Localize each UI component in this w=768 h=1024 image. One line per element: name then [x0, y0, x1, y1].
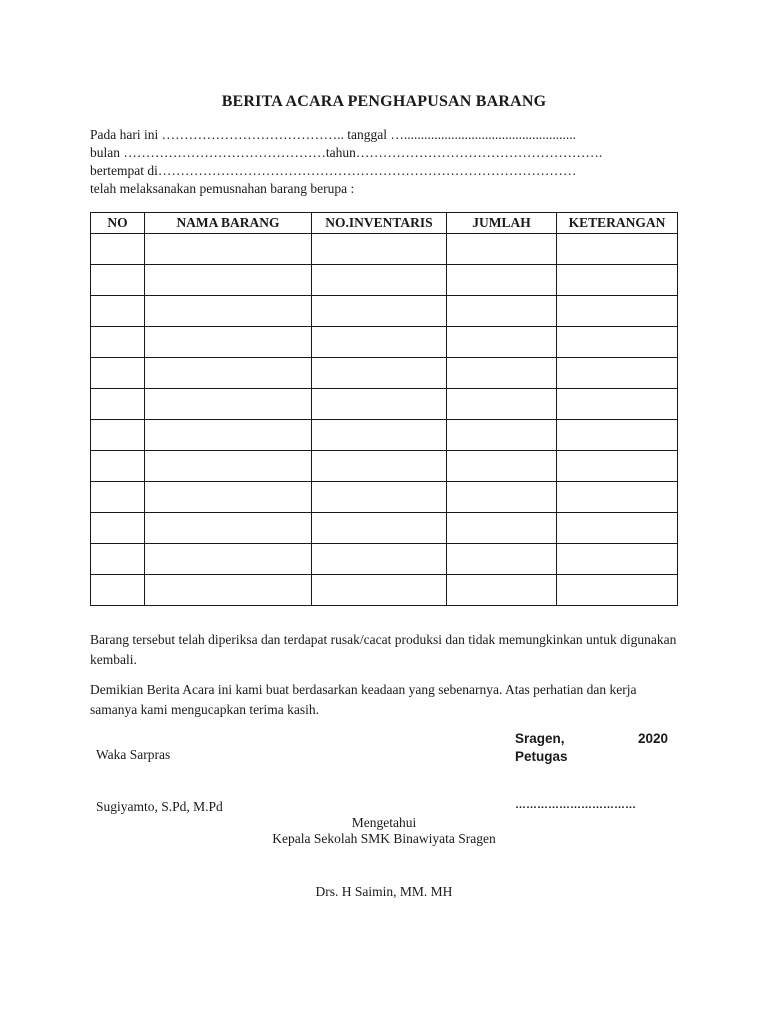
- table-cell: [557, 451, 678, 482]
- table-cell: [447, 544, 557, 575]
- table-cell: [312, 358, 447, 389]
- table-cell: [91, 265, 145, 296]
- table-cell: [557, 327, 678, 358]
- table-cell: [91, 358, 145, 389]
- table-cell: [91, 482, 145, 513]
- table-cell: [447, 234, 557, 265]
- principal-role: Kepala Sekolah SMK Binawiyata Sragen: [272, 831, 496, 846]
- paragraph-condition: Barang tersebut telah diperiksa dan terdapat rusak/cacat produksi dan tidak memungkinkan untuk digunakan kembali.: [90, 632, 677, 667]
- signature-right-role: Petugas: [515, 749, 568, 764]
- table-cell: [145, 420, 312, 451]
- table-cell: [91, 544, 145, 575]
- table-cell: [312, 265, 447, 296]
- table-cell: [145, 296, 312, 327]
- table-row: [91, 296, 678, 327]
- signature-left-name: Sugiyamto, S.Pd, M.Pd: [96, 799, 223, 814]
- table-cell: [447, 420, 557, 451]
- principal-name: Drs. H Saimin, MM. MH: [315, 884, 453, 899]
- table-row: [91, 234, 678, 265]
- table-cell: [91, 296, 145, 327]
- table-cell: [145, 234, 312, 265]
- acknowledge-label: Mengetahui: [351, 815, 417, 830]
- table-cell: [312, 234, 447, 265]
- table-cell: [91, 451, 145, 482]
- signature-year: 2020: [638, 731, 669, 746]
- table-cell: [312, 327, 447, 358]
- header-nama-barang: NAMA BARANG: [145, 213, 312, 234]
- table-cell: [447, 389, 557, 420]
- table-cell: [447, 327, 557, 358]
- table-cell: [447, 482, 557, 513]
- table-cell: [312, 575, 447, 606]
- paragraph-closing: Demikian Berita Acara ini kami buat berdasarkan keadaan yang sebenarnya. Atas perhatian dan kerja samanya kami mengucapkan terima kasih.: [90, 682, 637, 717]
- table-row: [91, 389, 678, 420]
- table-cell: [145, 389, 312, 420]
- table-row: [91, 420, 678, 451]
- table-cell: [145, 544, 312, 575]
- table-cell: [91, 389, 145, 420]
- signature-place: Sragen,: [515, 731, 565, 746]
- table-row: [91, 544, 678, 575]
- document-title: BERITA ACARA PENGHAPUSAN BARANG: [221, 93, 547, 110]
- intro-line-statement: telah melaksanakan pemusnahan barang berupa :: [90, 181, 355, 196]
- table-cell: [91, 575, 145, 606]
- table-cell: [91, 327, 145, 358]
- table-cell: [145, 327, 312, 358]
- intro-block: [90, 126, 602, 198]
- table-header-row: [91, 213, 678, 234]
- table-cell: [312, 513, 447, 544]
- table-cell: [447, 451, 557, 482]
- table-cell: [557, 296, 678, 327]
- table-cell: [145, 451, 312, 482]
- table-cell: [557, 544, 678, 575]
- table-body: [91, 234, 678, 606]
- table-row: [91, 265, 678, 296]
- table-cell: [312, 482, 447, 513]
- table-cell: [145, 575, 312, 606]
- signature-right-name-line: ……………………………: [515, 799, 636, 811]
- table-cell: [557, 575, 678, 606]
- table-cell: [557, 389, 678, 420]
- signature-left-role: Waka Sarpras: [96, 747, 171, 762]
- table-cell: [312, 296, 447, 327]
- table-cell: [557, 420, 678, 451]
- table-cell: [312, 420, 447, 451]
- items-table: [90, 212, 678, 606]
- header-no: NO: [91, 213, 145, 234]
- table-cell: [91, 513, 145, 544]
- table-cell: [145, 358, 312, 389]
- header-no-inventaris: NO.INVENTARIS: [312, 213, 447, 234]
- table-cell: [312, 544, 447, 575]
- table-cell: [557, 234, 678, 265]
- table-cell: [447, 575, 557, 606]
- table-cell: [312, 451, 447, 482]
- table-row: [91, 575, 678, 606]
- table-cell: [447, 296, 557, 327]
- table-cell: [557, 513, 678, 544]
- table-cell: [145, 482, 312, 513]
- table-row: [91, 513, 678, 544]
- table-cell: [447, 513, 557, 544]
- table-row: [91, 358, 678, 389]
- table-cell: [557, 358, 678, 389]
- intro-line-month-year: bulan ………………………………………tahun……………………………………………….: [90, 145, 603, 160]
- table-cell: [91, 234, 145, 265]
- table-cell: [557, 265, 678, 296]
- table-row: [91, 482, 678, 513]
- table-row: [91, 451, 678, 482]
- table-cell: [447, 265, 557, 296]
- table-cell: [447, 358, 557, 389]
- table-cell: [557, 482, 678, 513]
- table-row: [91, 327, 678, 358]
- header-keterangan: KETERANGAN: [557, 213, 678, 234]
- intro-line-day-date: Pada hari ini ………………………………….. tanggal …...................................................: [90, 127, 576, 142]
- table-cell: [312, 389, 447, 420]
- header-jumlah: JUMLAH: [447, 213, 557, 234]
- intro-line-location: bertempat di…………………………………………………………………………………: [90, 163, 577, 178]
- table-cell: [145, 513, 312, 544]
- table-cell: [145, 265, 312, 296]
- table-cell: [91, 420, 145, 451]
